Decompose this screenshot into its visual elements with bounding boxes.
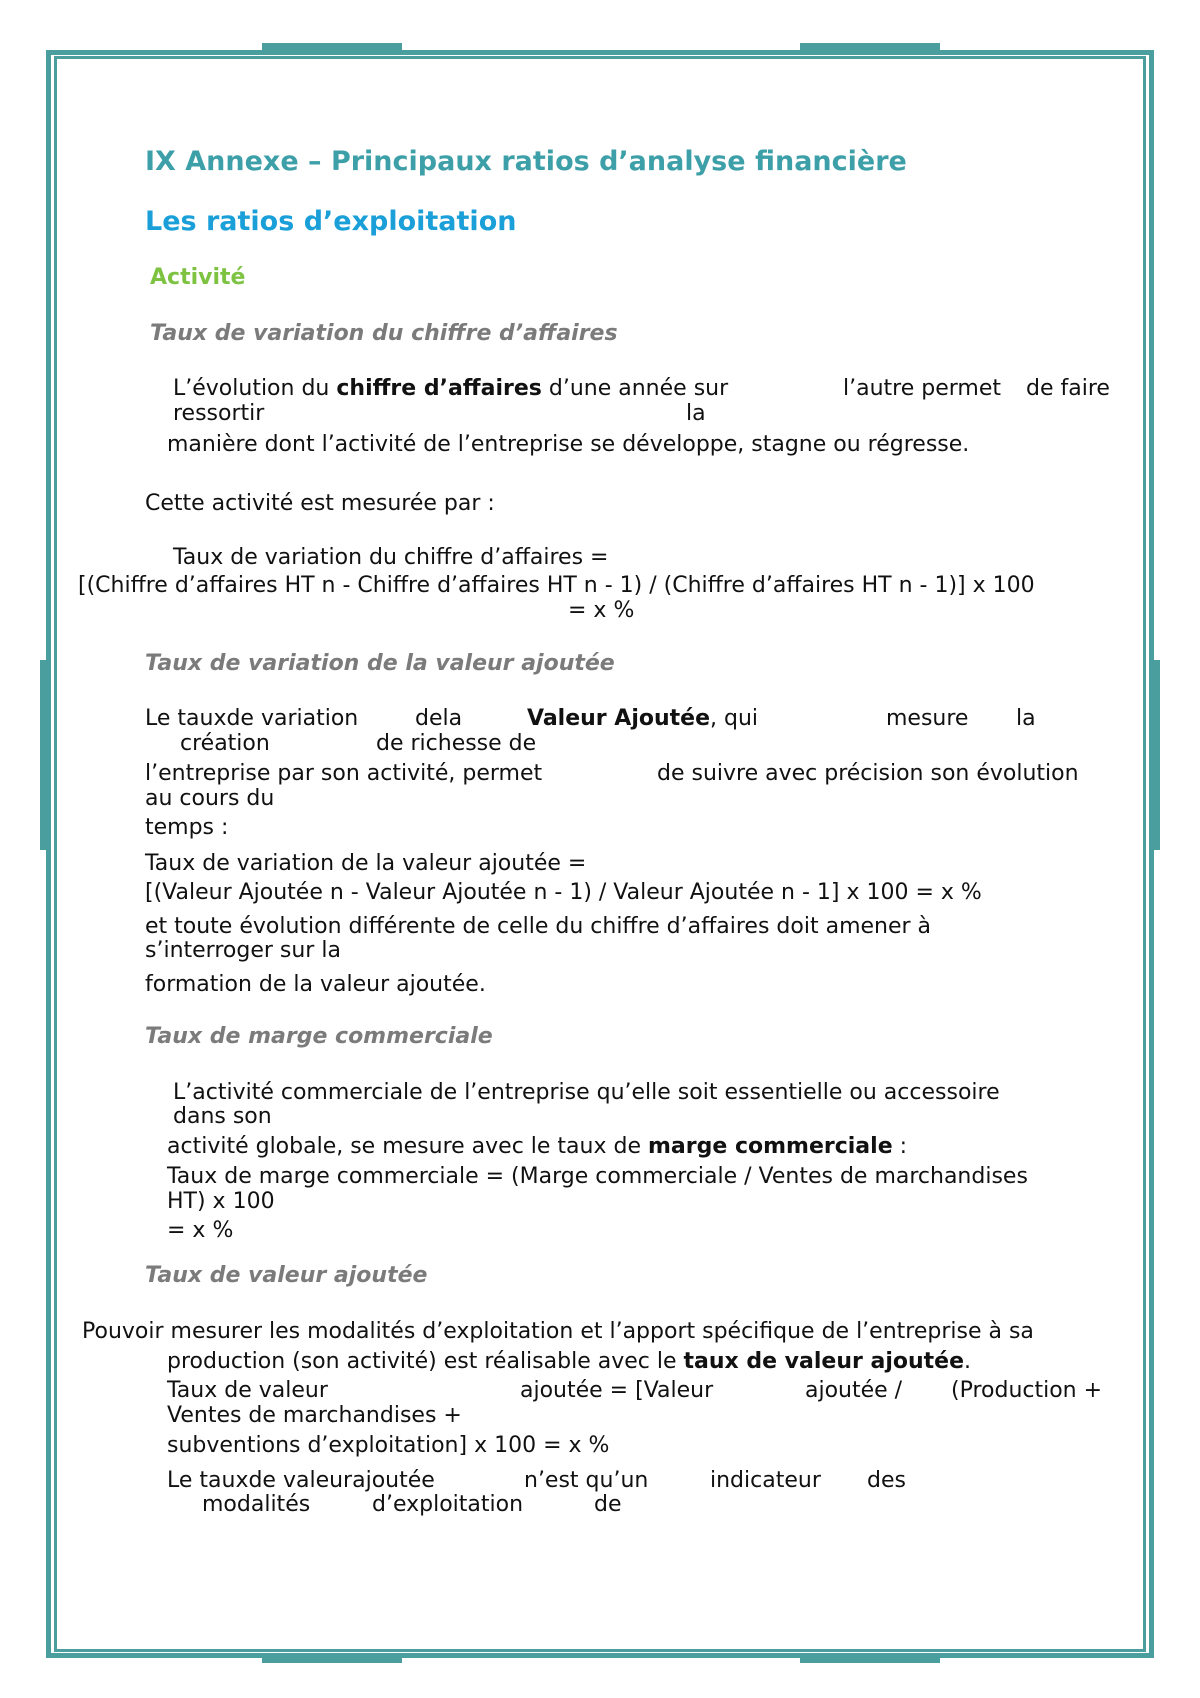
- tva-line-1: Pouvoir mesurer les modalités d’exploitation et l’apport spécifique de l’entreprise à sa: [82, 1319, 1034, 1344]
- va-word-2: dela: [415, 706, 463, 731]
- mc-bold-term: marge commerciale: [648, 1134, 893, 1159]
- va-line-7: s’interroger sur la: [145, 938, 341, 963]
- tva-title: Taux de valeur ajoutée: [145, 1263, 428, 1288]
- va-line-6: et toute évolution différente de celle du chiffre d’affaires doit amener à: [145, 914, 932, 939]
- mc-formula-line-2: HT) x 100: [167, 1189, 275, 1214]
- va-line-3b: de suivre avec précision son évolution: [657, 761, 1079, 786]
- ca-title: Taux de variation du chiffre d’affaires: [150, 321, 618, 346]
- mc-line-3-text: activité globale, se mesure avec le taux de: [167, 1134, 648, 1159]
- tva-bold-term: taux de valeur ajoutée: [683, 1349, 965, 1374]
- va-word-qui: , qui: [710, 706, 759, 731]
- mc-formula-line-1: Taux de marge commerciale = (Marge commerciale / Ventes de marchandises: [167, 1164, 1028, 1189]
- ca-formula-result: = x %: [568, 598, 635, 623]
- ca-paragraph-line-2: manière dont l’activité de l’entreprise se développe, stagne ou régresse.: [167, 432, 970, 457]
- va-line-5: temps :: [145, 815, 229, 840]
- annex-heading: IX Annexe – Principaux ratios d’analyse financière: [145, 146, 907, 177]
- ca-p1-text: L’évolution du: [173, 376, 337, 401]
- tva-formula-word-2: ajoutée = [Valeur: [520, 1378, 714, 1403]
- ca-measured-by: Cette activité est mesurée par :: [145, 491, 495, 516]
- va-word-creation: création: [180, 731, 270, 756]
- ca-p1-word-faire: de faire: [1026, 376, 1110, 401]
- tva-line-7b: d’exploitation: [372, 1492, 524, 1517]
- tva-line-7c: de: [594, 1492, 622, 1517]
- border-tab-bottom-left: [262, 1654, 402, 1663]
- ca-p1-word-permet: l’autre permet: [843, 376, 1001, 401]
- ca-p1-bold: chiffre d’affaires: [336, 376, 542, 401]
- va-title: Taux de variation de la valeur ajoutée: [145, 651, 615, 676]
- va-formula: [(Valeur Ajoutée n - Valeur Ajoutée n - 1) / Valeur Ajoutée n - 1] x 100 = x %: [145, 880, 982, 905]
- border-tab-top-left: [262, 43, 402, 52]
- tva-formula-word-1: Taux de valeur: [167, 1378, 328, 1403]
- border-tab-right: [1150, 660, 1160, 850]
- ca-formula: [(Chiffre d’affaires HT n - Chiffre d’affaires HT n - 1) / (Chiffre d’affaires HT n - 1)] x 100: [78, 573, 1035, 598]
- va-formula-label: Taux de variation de la valeur ajoutée =: [145, 851, 587, 876]
- tva-line-7a: modalités: [202, 1492, 311, 1517]
- tva-formula-word-4: (Production +: [951, 1378, 1103, 1403]
- border-tab-top-right: [800, 43, 940, 52]
- va-word-la: la: [1016, 706, 1036, 731]
- subsection-heading: Activité: [150, 265, 246, 290]
- mc-line-2: dans son: [173, 1104, 272, 1129]
- va-word-mesure: mesure: [886, 706, 969, 731]
- ca-p1-word-la: la: [686, 401, 706, 426]
- tva-line-6d: des: [867, 1468, 906, 1493]
- va-bold-term: Valeur Ajoutée: [527, 706, 711, 731]
- va-word-1: Le tauxde variation: [145, 706, 359, 731]
- mc-formula-result: = x %: [167, 1218, 234, 1243]
- border-tab-left: [40, 660, 50, 850]
- tva-line-6c: indicateur: [710, 1468, 821, 1493]
- ca-paragraph-line-1: [173, 376, 728, 401]
- tva-formula-line-2: Ventes de marchandises +: [167, 1403, 462, 1428]
- tva-line-2-period: .: [964, 1349, 972, 1374]
- tva-line-6a: Le tauxde valeurajoutée: [167, 1468, 435, 1493]
- mc-line-1: L’activité commerciale de l’entreprise qu’elle soit essentielle ou accessoire: [173, 1080, 1000, 1105]
- border-tab-bottom-right: [800, 1654, 940, 1663]
- tva-line-6b: n’est qu’un: [524, 1468, 649, 1493]
- va-line-8: formation de la valeur ajoutée.: [145, 972, 486, 997]
- va-line-3a: l’entreprise par son activité, permet: [145, 761, 543, 786]
- tva-formula-line-3: subventions d’exploitation] x 100 = x %: [167, 1433, 610, 1458]
- tva-line-2-text: production (son activité) est réalisable avec le: [167, 1349, 684, 1374]
- mc-line-3-colon: :: [892, 1134, 908, 1159]
- mc-line-3: [167, 1134, 907, 1159]
- ca-p1-word-ressortir: ressortir: [173, 401, 265, 426]
- va-word-richesse: de richesse de: [376, 731, 537, 756]
- ca-p1-text-end: d’une année sur: [541, 376, 729, 401]
- mc-title: Taux de marge commerciale: [145, 1024, 493, 1049]
- va-line-4: au cours du: [145, 786, 275, 811]
- section-heading: Les ratios d’exploitation: [145, 206, 517, 237]
- ca-formula-label: Taux de variation du chiffre d’affaires =: [173, 545, 609, 570]
- va-bold-valeur-ajoutee: [527, 706, 758, 731]
- tva-formula-word-3: ajoutée /: [805, 1378, 903, 1403]
- tva-line-2: [167, 1349, 971, 1374]
